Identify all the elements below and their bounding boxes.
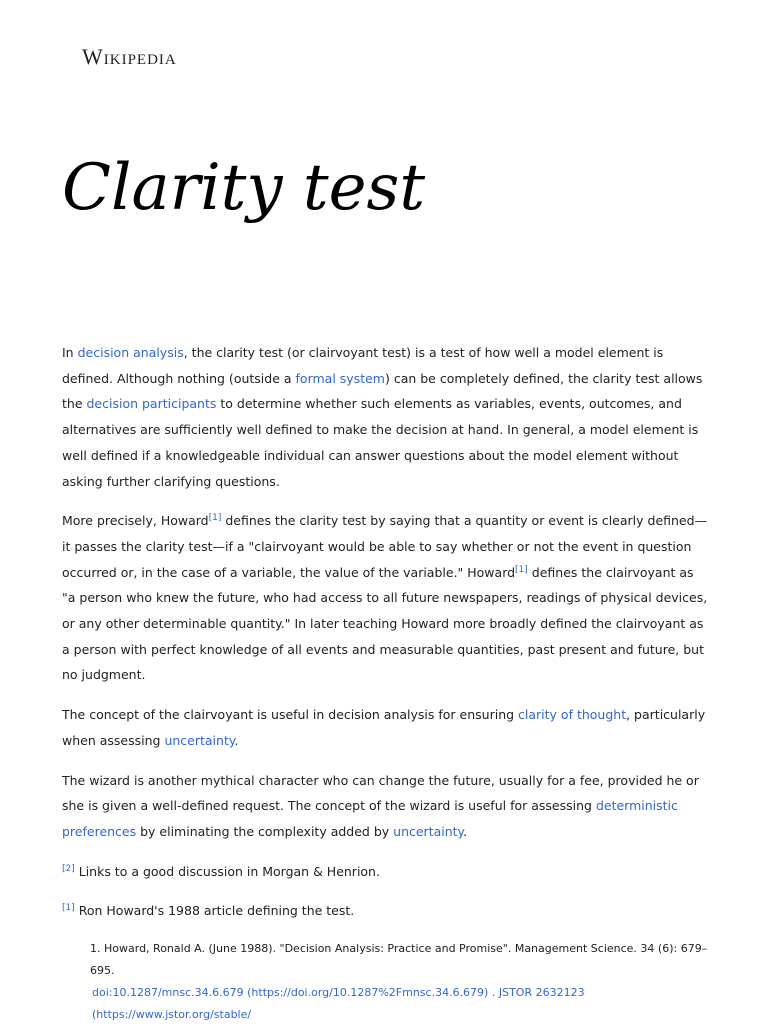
- citation-1-note[interactable]: [1]: [62, 903, 75, 914]
- link-deterministic-preferences[interactable]: deterministic preferences: [62, 798, 678, 839]
- references-list: [62, 938, 710, 1026]
- text: , particularly when assessing: [62, 707, 706, 748]
- wikipedia-wordmark[interactable]: Wikipedia: [82, 44, 177, 69]
- link-decision-analysis[interactable]: decision analysis: [77, 345, 184, 360]
- text: Links to a good discussion in Morgan & Henrion.: [74, 863, 380, 879]
- note-howard-article: [62, 898, 710, 924]
- text: More precisely, Howard: [62, 513, 209, 529]
- text: defines the clairvoyant as "a person who knew the future, who had access to all future newspapers, readings of physical devices, or any other determinable quantity." In later teaching Howard more broadly defined the clairvoyant as a person with perfect knowledge of all events and measurable quantities, past present and future, but no judgment.: [62, 564, 708, 683]
- paragraph-howard: [62, 508, 710, 688]
- note-morgan-henrion: [62, 859, 710, 885]
- paragraph-clairvoyant: [62, 702, 710, 753]
- reference-jstor-link[interactable]: . JSTOR 2632123 (https://www.jstor.org/stable/: [92, 986, 585, 1022]
- article-body: [62, 340, 710, 1026]
- text: Ron Howard's 1988 article defining the test.: [74, 903, 355, 919]
- paragraph-intro: [62, 340, 710, 494]
- text: The wizard is another mythical character who can change the future, usually for a fee, provided he or she is given a well-defined request. The concept of the wizard is useful for assessing: [62, 772, 699, 814]
- reference-item: [90, 938, 710, 1026]
- text: to determine whether such elements as variables, events, outcomes, and alternatives are sufficiently well defined to make the decision at hand. In general, a model element is well defined if a knowledgeable individual can answer questions about the model element without asking further clarifying questions.: [62, 396, 699, 489]
- text: In: [62, 345, 78, 360]
- text: ) can be completely defined, the clarity test allows the: [62, 370, 703, 412]
- text: defines the clarity test by saying that a quantity or event is clearly defined—it passes the clarity test—if a "clairvoyant would be able to say whether or not the event in question occurred or, in the case of a variable, the value of the variable." Howard: [62, 513, 708, 580]
- text: .: [463, 823, 468, 839]
- link-decision-participants[interactable]: decision participants: [86, 396, 217, 412]
- reference-text: Howard, Ronald A. (June 1988). "Decision Analysis: Practice and Promise". Management Science. 34 (6): 679–695.: [90, 942, 708, 978]
- text: .: [234, 732, 239, 748]
- paragraph-wizard: [62, 768, 710, 845]
- text: , the clarity test (or clairvoyant test) is a test of how well a model element is defined. Although nothing (outside a: [62, 345, 664, 386]
- text: by eliminating the complexity added by: [136, 823, 394, 839]
- link-clarity-of-thought[interactable]: clarity of thought: [518, 707, 627, 723]
- reference-doi-link[interactable]: doi:10.1287/mnsc.34.6.679 (https://doi.org/10.1287%2Fmnsc.34.6.679): [92, 986, 489, 1000]
- link-uncertainty-second[interactable]: uncertainty: [393, 823, 464, 839]
- link-formal-system[interactable]: formal system: [295, 370, 385, 386]
- link-uncertainty[interactable]: uncertainty: [164, 732, 235, 748]
- reference-number: 1.: [90, 942, 101, 956]
- text: The concept of the clairvoyant is useful in decision analysis for ensuring: [62, 707, 519, 723]
- citation-2[interactable]: [2]: [62, 863, 75, 874]
- citation-1[interactable]: [1]: [208, 513, 222, 524]
- page-title: Clarity test: [62, 151, 426, 225]
- citation-1-second[interactable]: [1]: [515, 564, 528, 575]
